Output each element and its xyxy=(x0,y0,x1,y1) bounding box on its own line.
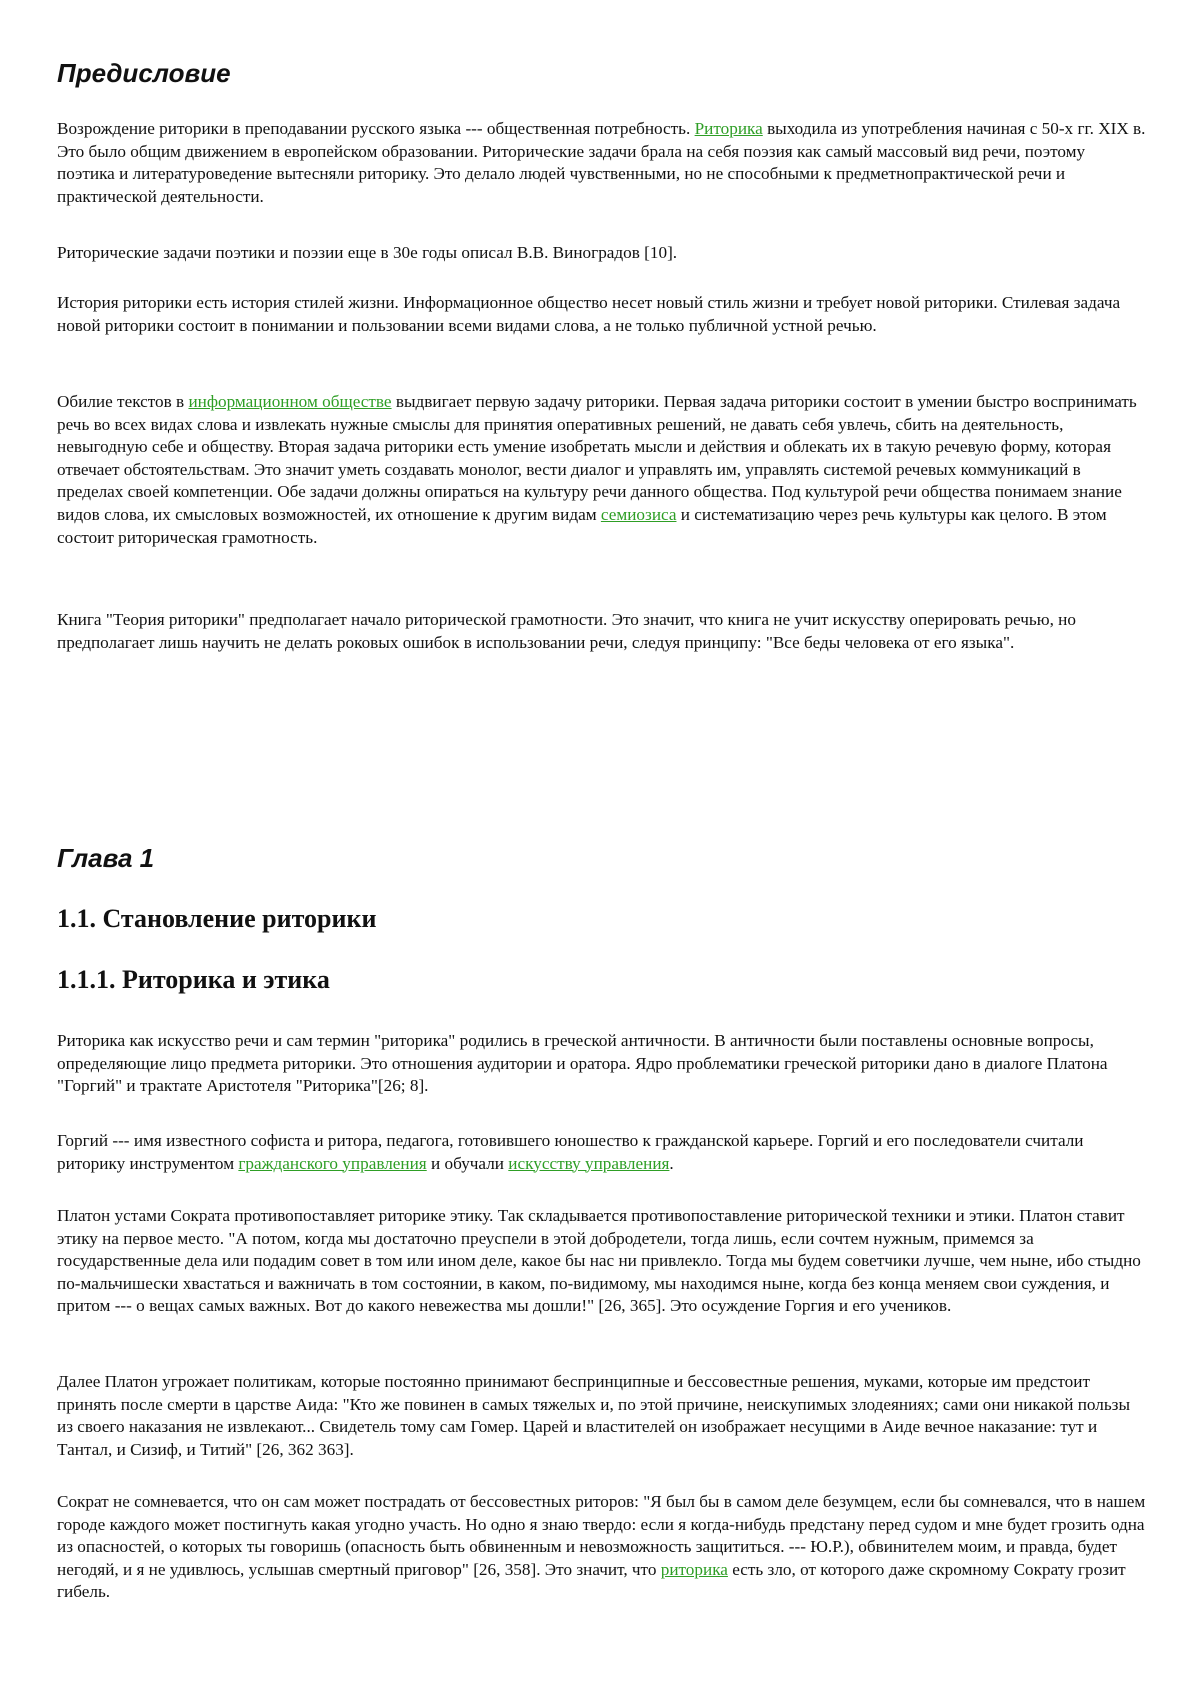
text-span: и обучали xyxy=(426,1153,509,1173)
link-ritorika[interactable]: Риторика xyxy=(694,119,763,138)
preface-paragraph-3: История риторики есть история стилей жизни. Информационное общество несет новый стиль жизни и требует новой риторики. Стилевая задача новой риторики состоит в понимании и пользовании всеми видами слова, а не только публичной устной речью. xyxy=(57,293,1121,335)
chapter-paragraph-5 xyxy=(57,1491,1147,1604)
subsection-title: 1.1.1. Риторика и этика xyxy=(57,965,330,994)
link-civil-governance[interactable]: гражданского управления xyxy=(238,1153,427,1173)
link-information-society[interactable]: информационном обществе xyxy=(188,392,392,411)
link-art-of-governance[interactable]: искусству управления xyxy=(508,1153,670,1173)
text-span: и систематизацию через речь культуры как целого. В этом состоит риторическая грамотность. xyxy=(57,504,1107,547)
text-span: выходила из употребления начиная с 50-х гг. XIX в. Это было общим движением в европейском образовании. Риторические задачи брала на себя поэзия как самый массовый вид речи, поэтому поэтика и литературоведение вытесняли риторику. Это делало людей чувственными, но не способными к предметнопрактической речи и практической деятельности. xyxy=(57,119,1146,206)
text-span: Обилие текстов в xyxy=(57,392,189,411)
preface-paragraph-4 xyxy=(57,391,1147,549)
link-ritorika-2[interactable]: риторика xyxy=(660,1559,728,1579)
chapter-title: Глава 1 xyxy=(57,843,155,873)
preface-paragraph-5: Книга "Теория риторики" предполагает начало риторической грамотности. Это значит, что книга не учит искусству оперировать речью, но предполагает лишь научить не делать роковых ошибок в использовании речи, следуя принципу: "Все беды человека от его языка". xyxy=(57,610,1076,652)
chapter-paragraph-1: Риторика как искусство речи и сам термин "риторика" родились в греческой античности. В античности были поставлены основные вопросы, определяющие лицо предмета риторики. Это отношения аудитории и оратора. Ядро проблематики греческой риторики дано в диалоге Платона "Горгий" и трактате Аристотеля "Риторика"[26; 8]. xyxy=(57,1031,1108,1096)
preface-title: Предисловие xyxy=(57,58,231,88)
link-semiosis[interactable]: семиозиса xyxy=(600,504,677,524)
chapter-paragraph-3: Платон устами Сократа противопоставляет риторике этику. Так складывается противопоставление риторической техники и этики. Платон ставит этику на первое место. "А потом, когда мы достаточно преуспели в этой добродетели, тогда лишь, если сочтем нужным, примемся за государственные дела или подадим совет в том или ином деле, какое бы нас ни привлекло. Тогда мы будем советчики лучше, чем ныне, ибо стыдно по-мальчишески хвастаться и важничать в том состоянии, в каком, по-видимому, мы находимся ныне, когда без конца меняем свои суждения, и притом --- о вещах самых важных. Вот до какого невежества мы дошли!" [26, 365]. Это осуждение Горгия и его учеников. xyxy=(57,1206,1141,1316)
text-span: Горгий --- имя известного софиста и ритора, педагога, готовившего юношество к гражданской карьере. Горгий и его последователи считали риторику инструментом xyxy=(57,1131,1084,1173)
section-title: 1.1. Становление риторики xyxy=(57,904,377,933)
text-span: есть зло, от которого даже скромному Сократу грозит гибель. xyxy=(57,1559,1126,1602)
preface-paragraph-1 xyxy=(57,118,1147,208)
text-span: . xyxy=(669,1153,674,1173)
text-span: Сократ не сомневается, что он сам может пострадать от бессовестных риторов: "Я был бы в самом деле безумцем, если бы сомневался, что в нашем городе каждого может постигнуть какая угодно участь. Но одно я знаю твердо: если я когда-нибудь предстану перед судом и мне будет грозить одна из опасностей, о которых ты говоришь (опасность быть обвиненным и невозможность защититься. --- Ю.Р.), обвинителем моим, и правда, будет негодяй, и я не удивлюсь, услышав смертный приговор" [26, 358]. Это значит, что xyxy=(57,1492,1146,1579)
preface-paragraph-2: Риторические задачи поэтики и поэзии еще в 30е годы описал В.В. Виноградов [10]. xyxy=(57,243,678,262)
chapter-paragraph-2 xyxy=(57,1130,1147,1175)
text-span: Возрождение риторики в преподавании русского языка --- общественная потребность. xyxy=(57,119,695,138)
text-span: выдвигает первую задачу риторики. Первая задача риторики состоит в умении быстро воспринимать речь во всех видах слова и извлекать нужные смыслы для принятия оперативных решений, не давать себя увлечь, сбить на деятельность, невыгодную себе и обществу. Вторая задача риторики есть умение изобретать мысли и действия и облекать их в такую речевую форму, которая отвечает обстоятельствам. Это значит уметь создавать монолог, вести диалог и управлять им, управлять системой речевых коммуникаций в пределах своей компетенции. Обе задачи должны опираться на культуру речи данного общества. Под культурой речи общества понимаем знание видов слова, их смысловых возможностей, их отношение к другим видам xyxy=(57,392,1137,524)
chapter-paragraph-4: Далее Платон угрожает политикам, которые постоянно принимают беспринципные и бессовестные решения, муками, которые им предстоит принять после смерти в царстве Аида: "Кто же повинен в самых тяжелых и, по этой причине, неискупимых злодеяниях; сами они никакой пользы из своего наказания не извлекают... Свидетель тому сам Гомер. Царей и властителей он изображает несущими в Аиде вечное наказание: тут и Тантал, и Сизиф, и Титий" [26, 362 363]. xyxy=(57,1372,1131,1459)
